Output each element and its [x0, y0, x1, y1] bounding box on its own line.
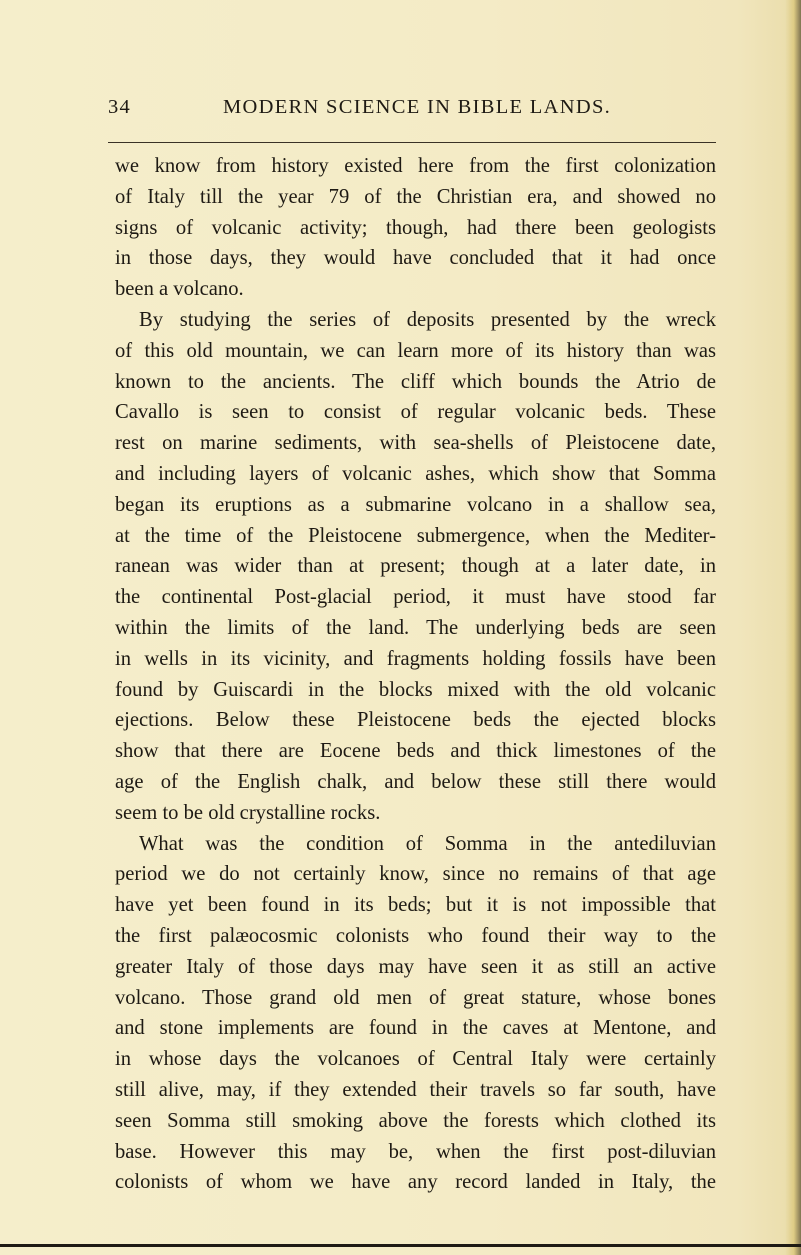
running-title: MODERN SCIENCE IN BIBLE LANDS.: [223, 96, 612, 118]
body-text: [115, 151, 716, 1198]
text-line: in wells in its vicinity, and fragments holding fossils have been: [115, 647, 716, 670]
text-line: the first palæocosmic colonists who found their way to the: [115, 924, 716, 947]
text-line: ranean was wider than at present; though at a later date, in: [115, 555, 716, 578]
text-line: known to the ancients. The cliff which bounds the Atrio de: [115, 370, 716, 393]
text-line: seem to be old crystalline rocks.: [115, 801, 381, 824]
text-line: base. However this may be, when the first post-diluvian: [115, 1140, 716, 1163]
text-line: age of the English chalk, and below these still there would: [115, 770, 716, 793]
text-line: and including layers of volcanic ashes, which show that Somma: [115, 462, 716, 485]
text-line: What was the condition of Somma in the antediluvian: [139, 832, 716, 855]
header-rule: [108, 142, 716, 143]
text-line: we know from history existed here from the first colonization: [115, 155, 716, 177]
text-line: began its eruptions as a submarine volcano in a shallow sea,: [115, 493, 716, 516]
text-line: in whose days the volcanoes of Central Italy were certainly: [115, 1048, 716, 1071]
text-line: in those days, they would have concluded that it had once: [115, 247, 716, 270]
text-line: been a volcano.: [115, 278, 244, 301]
text-line: volcano. Those grand old men of great stature, whose bones: [115, 986, 716, 1009]
text-line: greater Italy of those days may have seen it as still an active: [115, 955, 716, 978]
text-line: of this old mountain, we can learn more of its history than was: [115, 339, 716, 362]
text-line: By studying the series of deposits presented by the wreck: [139, 308, 716, 331]
text-line: rest on marine sediments, with sea-shells of Pleistocene date,: [115, 432, 716, 455]
text-line: and stone implements are found in the caves at Mentone, and: [115, 1017, 716, 1040]
text-line: at the time of the Pleistocene submergence, when the Mediter-: [115, 524, 716, 547]
text-line: show that there are Eocene beds and thick limestones of the: [115, 740, 716, 763]
text-line: Cavallo is seen to consist of regular volcanic beds. These: [115, 401, 716, 424]
bottom-edge-rule: [0, 1244, 801, 1247]
text-line: signs of volcanic activity; though, had there been geologists: [115, 216, 716, 239]
text-line: ejections. Below these Pleistocene beds the ejected blocks: [115, 709, 716, 732]
text-line: the continental Post-glacial period, it must have stood far: [115, 586, 716, 609]
text-line: colonists of whom we have any record landed in Italy, the: [115, 1171, 716, 1194]
text-line: period we do not certainly know, since no remains of that age: [115, 863, 716, 886]
text-line: seen Somma still smoking above the forests which clothed its: [115, 1109, 716, 1132]
text-line: found by Guiscardi in the blocks mixed with the old volcanic: [115, 678, 716, 701]
text-line: within the limits of the land. The underlying beds are seen: [115, 616, 716, 639]
page-header: [108, 96, 718, 126]
page-edge-shadow: [785, 0, 801, 1255]
text-line: of Italy till the year 79 of the Christian era, and showed no: [115, 185, 716, 208]
text-line: have yet been found in its beds; but it is not impossible that: [115, 894, 716, 917]
page-number: 34: [108, 96, 132, 118]
text-line: still alive, may, if they extended their travels so far south, have: [115, 1078, 716, 1101]
